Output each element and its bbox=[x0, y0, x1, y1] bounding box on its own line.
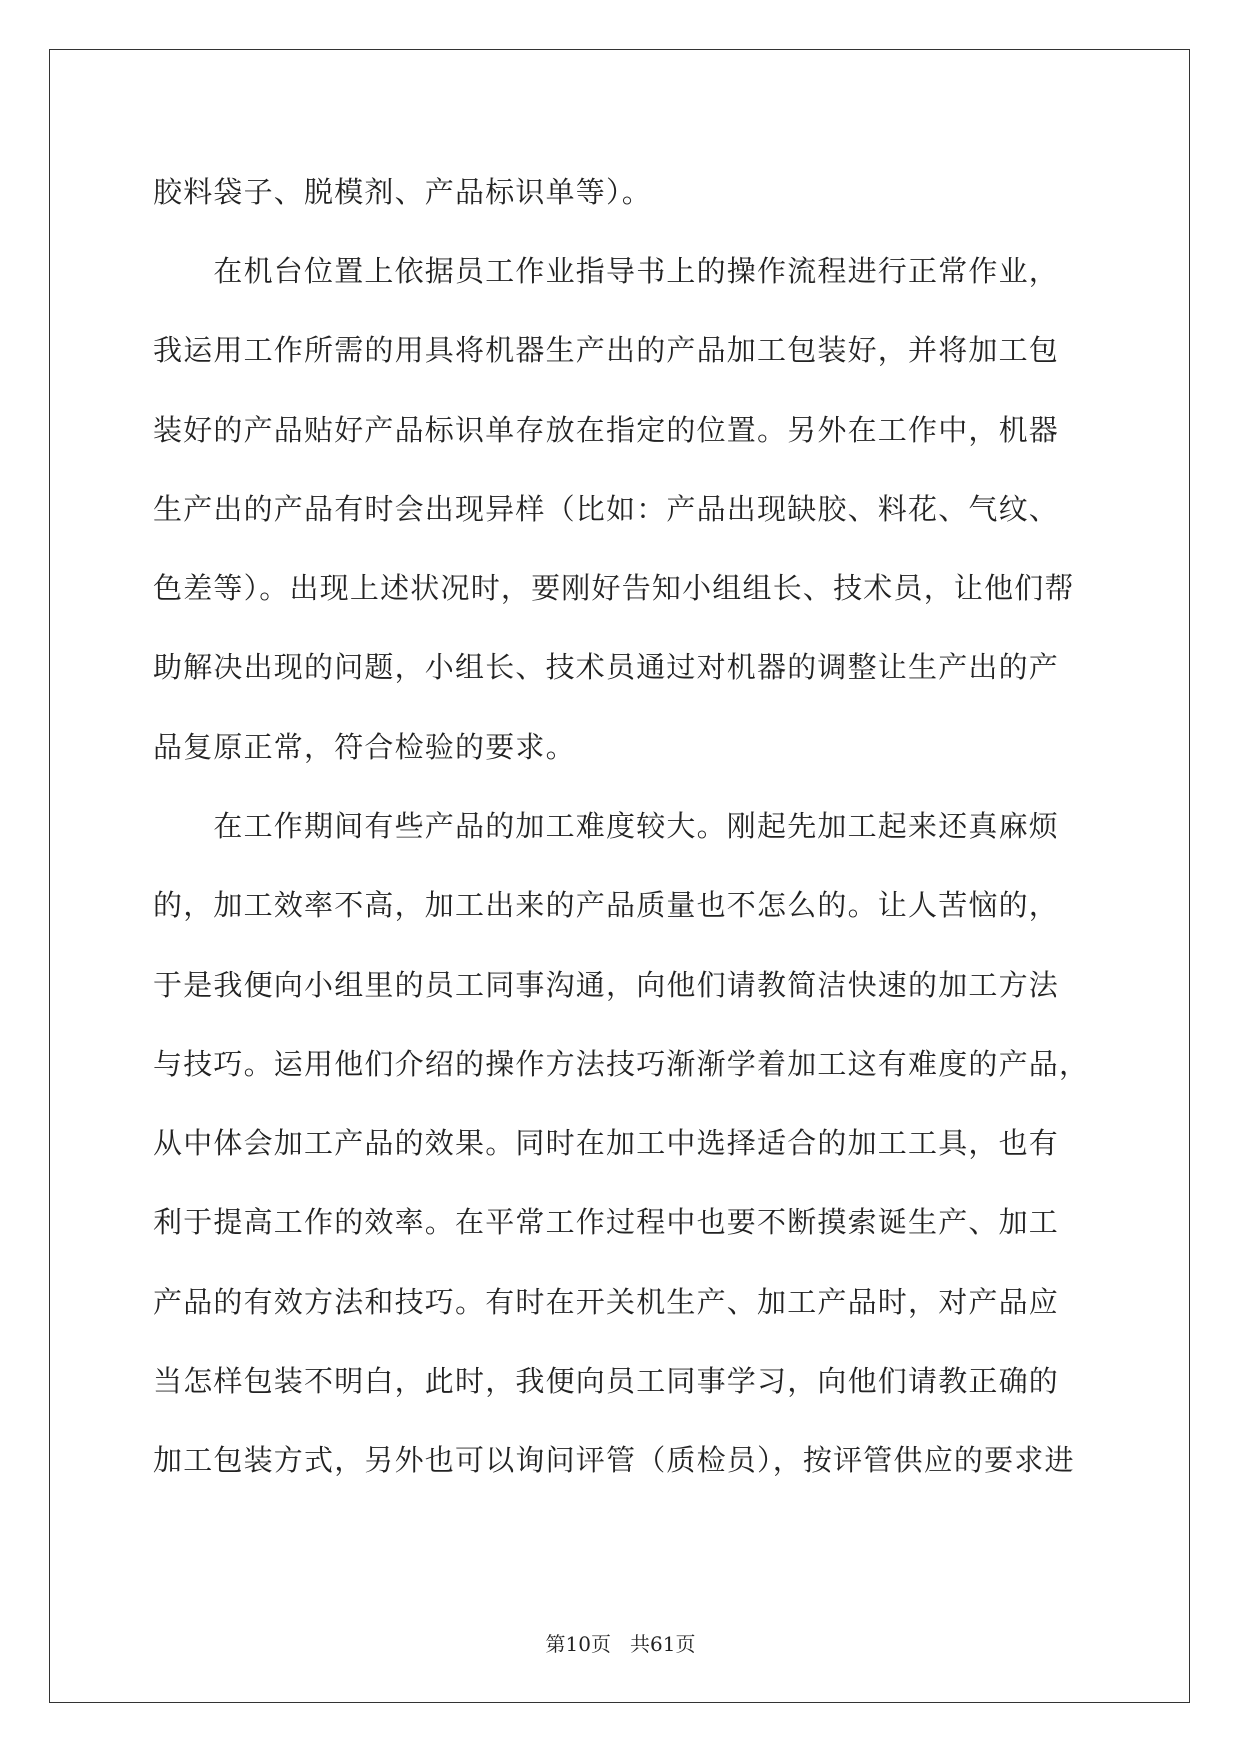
text-line: 与技巧。运用他们介绍的操作方法技巧渐渐学着加工这有难度的产品， bbox=[153, 1047, 1090, 1081]
text-line: 品复原正常，符合检验的要求。 bbox=[153, 730, 576, 764]
text-line: 的，加工效率不高，加工出来的产品质量也不怎么的。让人苦恼的， bbox=[153, 888, 1060, 922]
page-number: 第10页 bbox=[545, 1632, 611, 1656]
text-line: 装好的产品贴好产品标识单存放在指定的位置。另外在工作中，机器 bbox=[153, 413, 1060, 447]
text-line: 色差等）。出现上述状况时，要刚好告知小组组长、技术员，让他们帮 bbox=[153, 571, 1075, 605]
text-line: 当怎样包装不明白，此时，我便向员工同事学习，向他们请教正确的 bbox=[153, 1364, 1060, 1398]
footer-spacer bbox=[611, 1632, 630, 1656]
text-line: 胶料袋子、脱模剂、产品标识单等）。 bbox=[153, 175, 652, 209]
text-line: 加工包装方式，另外也可以询问评管（质检员），按评管供应的要求进 bbox=[153, 1443, 1075, 1477]
page-footer bbox=[0, 1630, 1241, 1658]
text-line: 利于提高工作的效率。在平常工作过程中也要不断摸索诞生产、加工 bbox=[153, 1205, 1060, 1239]
text-line: 于是我便向小组里的员工同事沟通，向他们请教简洁快速的加工方法 bbox=[153, 968, 1060, 1002]
text-line: 助解决出现的问题，小组长、技术员通过对机器的调整让生产出的产 bbox=[153, 650, 1060, 684]
text-line: 在工作期间有些产品的加工难度较大。刚起先加工起来还真麻烦 bbox=[153, 809, 1060, 843]
text-line: 从中体会加工产品的效果。同时在加工中选择适合的加工工具，也有 bbox=[153, 1126, 1060, 1160]
text-line: 在机台位置上依据员工作业指导书上的操作流程进行正常作业， bbox=[153, 254, 1060, 288]
text-line: 产品的有效方法和技巧。有时在开关机生产、加工产品时，对产品应 bbox=[153, 1285, 1060, 1319]
text-line: 生产出的产品有时会出现异样（比如：产品出现缺胶、料花、气纹、 bbox=[153, 492, 1060, 526]
text-line: 我运用工作所需的用具将机器生产出的产品加工包装好，并将加工包 bbox=[153, 333, 1060, 367]
page-total: 共61页 bbox=[630, 1632, 696, 1656]
